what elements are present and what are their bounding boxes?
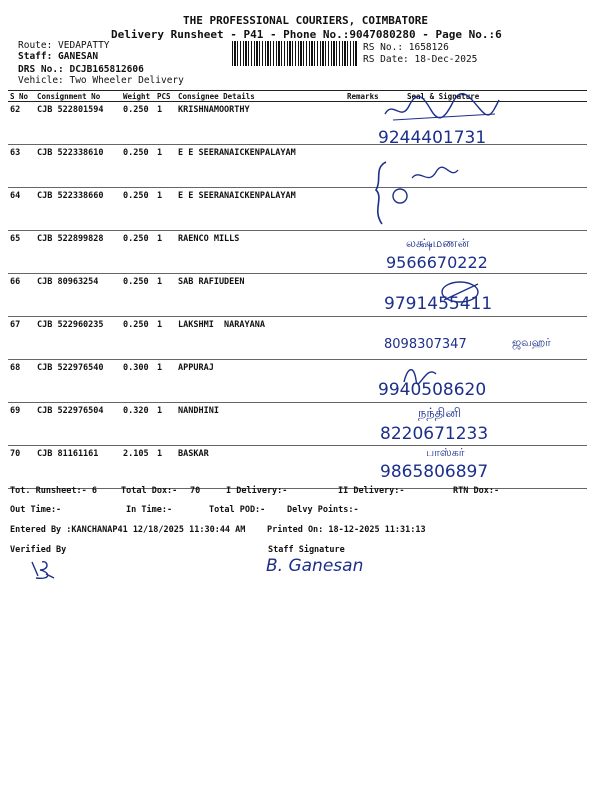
handwritten-name-69: நந்தினி	[418, 406, 461, 421]
cell-pcs: 1	[155, 446, 176, 489]
handwritten-phone-68: 9940508620	[378, 380, 487, 400]
cell-pcs: 1	[155, 231, 176, 274]
rs-number: RS No.: 1658126	[363, 42, 449, 53]
signature-scribble-62	[383, 92, 503, 132]
tot-runsheet: Tot. Runsheet:- 6	[10, 486, 97, 496]
col-signature: Seal & Signature	[381, 91, 587, 102]
cell-consignment: CJB 522338660	[35, 188, 121, 231]
cell-consignment: CJB 522976540	[35, 360, 121, 403]
drs-number: DRS No.: DCJB165812606	[18, 64, 144, 75]
total-dox-label: Total Dox:-	[121, 486, 178, 496]
table-row	[8, 231, 587, 274]
handwritten-name-70: பாஸ்கர்	[426, 446, 465, 459]
rs-date: RS Date: 18-Dec-2025	[363, 54, 478, 65]
cell-consignment: CJB 522338610	[35, 145, 121, 188]
total-pod: Total POD:-	[209, 505, 266, 515]
cell-weight: 0.320	[121, 403, 155, 446]
col-consignment: Consignment No	[35, 91, 121, 102]
company-title: THE PROFESSIONAL COURIERS, COIMBATORE	[183, 14, 429, 27]
cell-consignee: LAKSHMI NARAYANA	[176, 317, 345, 360]
runsheet-table	[8, 90, 587, 489]
out-time: Out Time:-	[10, 505, 62, 515]
cell-weight: 0.250	[121, 102, 155, 145]
cell-pcs: 1	[155, 360, 176, 403]
verified-by-label: Verified By	[10, 545, 67, 555]
cell-pcs: 1	[155, 145, 176, 188]
cell-consignment: CJB 522960235	[35, 317, 121, 360]
cell-sno: 69	[8, 403, 35, 446]
cell-consignment: CJB 522801594	[35, 102, 121, 145]
cell-consignment: CJB 522899828	[35, 231, 121, 274]
cell-sno: 66	[8, 274, 35, 317]
cell-weight: 0.250	[121, 231, 155, 274]
col-pcs: PCS	[155, 91, 176, 102]
cell-remarks	[345, 446, 381, 489]
cell-pcs: 1	[155, 102, 176, 145]
cell-pcs: 1	[155, 274, 176, 317]
cell-remarks	[345, 102, 381, 145]
cell-sno: 70	[8, 446, 35, 489]
cell-weight: 0.250	[121, 145, 155, 188]
cell-pcs: 1	[155, 188, 176, 231]
handwritten-phone-66: 9791455411	[384, 294, 493, 314]
table-row	[8, 360, 587, 403]
cell-consignment: CJB 81161161	[35, 446, 121, 489]
delvy-points: Delvy Points:-	[287, 505, 359, 515]
handwritten-note-67: ஜவஹர்	[512, 336, 551, 349]
cell-remarks	[345, 231, 381, 274]
cell-remarks	[345, 317, 381, 360]
total-dox-value: 70	[190, 486, 201, 496]
table-row	[8, 188, 587, 231]
cell-sno: 62	[8, 102, 35, 145]
cell-consignee: KRISHNAMOORTHY	[176, 102, 345, 145]
cell-sno: 65	[8, 231, 35, 274]
table-row	[8, 274, 587, 317]
vehicle-label: Vehicle: Two Wheeler Delivery	[18, 75, 184, 86]
col-sno: S No	[8, 91, 35, 102]
printed-on: Printed On: 18-12-2025 11:31:13	[267, 525, 426, 535]
cell-sno: 68	[8, 360, 35, 403]
handwritten-phone-69: 8220671233	[380, 424, 489, 444]
cell-consignment: CJB 80963254	[35, 274, 121, 317]
col-consignee: Consignee Details	[176, 91, 345, 102]
handwritten-phone-67: 8098307347	[384, 337, 467, 352]
handwritten-phone-63: 9244401731	[378, 128, 487, 148]
cell-consignee: BASKAR	[176, 446, 345, 489]
i-delivery: I Delivery:-	[226, 486, 288, 496]
cell-consignee: E E SEERANAICKENPALAYAM	[176, 145, 345, 188]
cell-weight: 2.105	[121, 446, 155, 489]
cell-consignee: SAB RAFIUDEEN	[176, 274, 345, 317]
ii-delivery: II Delivery:-	[338, 486, 405, 496]
cell-consignee: NANDHINI	[176, 403, 345, 446]
in-time: In Time:-	[126, 505, 173, 515]
cell-sno: 63	[8, 145, 35, 188]
staff-signature: B. Ganesan	[266, 556, 364, 576]
staff-label: Staff: GANESAN	[18, 51, 99, 62]
handwritten-phone-70: 9865806897	[380, 462, 489, 482]
col-weight: Weight	[121, 91, 155, 102]
handwritten-phone-65: 9566670222	[386, 253, 488, 272]
cell-pcs: 1	[155, 317, 176, 360]
cell-sno: 67	[8, 317, 35, 360]
cell-sno: 64	[8, 188, 35, 231]
table-row	[8, 317, 587, 360]
cell-consignee: RAENCO MILLS	[176, 231, 345, 274]
runsheet-title: Delivery Runsheet - P41 - Phone No.:9047080280 - Page No.:6	[111, 28, 502, 41]
cell-weight: 0.250	[121, 188, 155, 231]
signature-bracket-64	[372, 158, 462, 228]
cell-consignee: E E SEERANAICKENPALAYAM	[176, 188, 345, 231]
barcode-image	[232, 41, 358, 66]
table-row	[8, 145, 587, 188]
cell-remarks	[345, 403, 381, 446]
verified-signature	[28, 558, 58, 582]
cell-weight: 0.250	[121, 274, 155, 317]
cell-remarks	[345, 360, 381, 403]
cell-weight: 0.300	[121, 360, 155, 403]
table-row	[8, 403, 587, 446]
cell-consignment: CJB 522976504	[35, 403, 121, 446]
handwritten-name-65: லக்ஷ்மணன்	[406, 236, 470, 250]
cell-pcs: 1	[155, 403, 176, 446]
cell-weight: 0.250	[121, 317, 155, 360]
entered-by: Entered By :KANCHANAP41 12/18/2025 11:30:44 AM	[10, 525, 246, 535]
cell-consignee: APPURAJ	[176, 360, 345, 403]
rtn-dox: RTN Dox:-	[453, 486, 500, 496]
table-row	[8, 446, 587, 489]
route-label: Route: VEDAPATTY	[18, 40, 110, 51]
col-remarks: Remarks	[345, 91, 381, 102]
staff-signature-label: Staff Signature	[268, 545, 345, 555]
cell-remarks	[345, 274, 381, 317]
